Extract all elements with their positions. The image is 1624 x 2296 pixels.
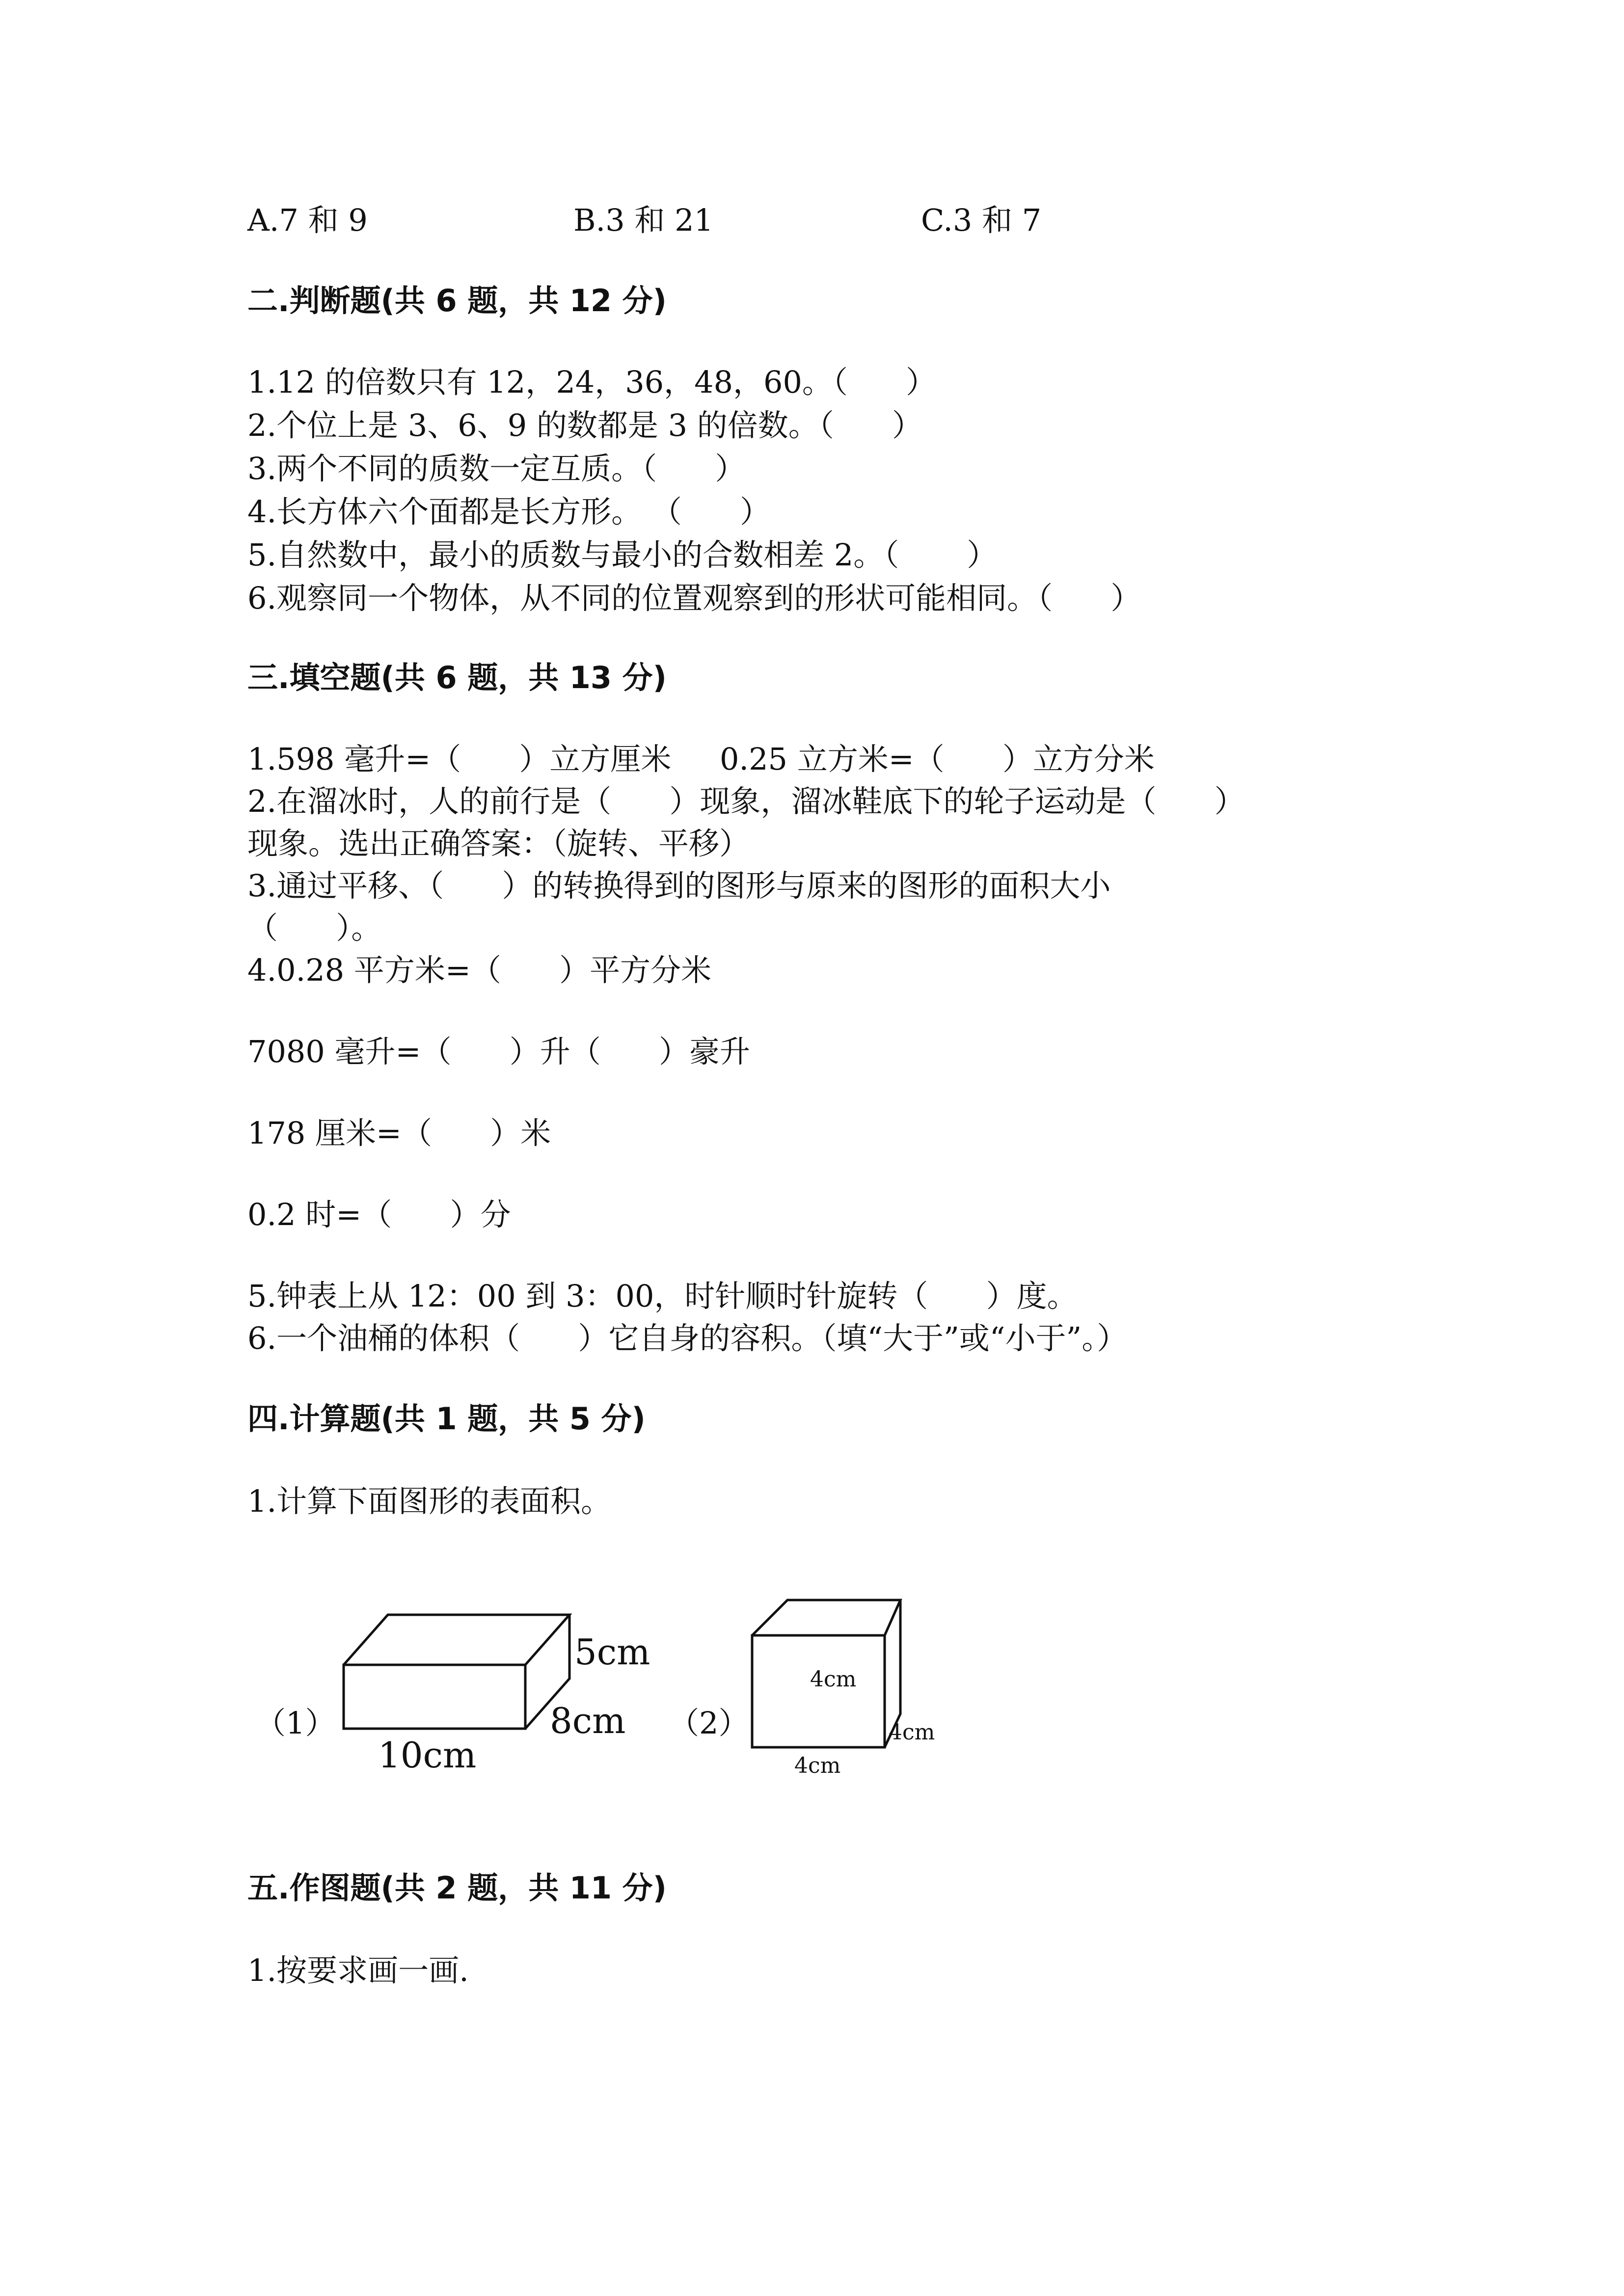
option-a: A.7 和 9	[247, 202, 368, 238]
section2-heading: 二.判断题(共 6 题，共 12 分)	[247, 283, 667, 319]
judge-item-3: 3.两个不同的质数一定互质。（ ）	[247, 451, 746, 486]
option-b: B.3 和 21	[573, 202, 714, 238]
judge-item-1: 1.12 的倍数只有 12，24，36，48，60。（ ）	[247, 364, 937, 400]
cube-height-label: 4cm	[810, 1667, 857, 1692]
judge-item-2: 2.个位上是 3、6、9 的数都是 3 的倍数。（ ）	[247, 407, 923, 443]
fill-item-5: 5.钟表上从 12：00 到 3：00，时针顺时针旋转（ ）度。	[247, 1278, 1078, 1314]
fill-item-6: 6.一个油桶的体积（ ）它自身的容积。（填“大于”或“小于”。）	[247, 1320, 1128, 1356]
fill-item-4-c: 178 厘米=（ ）米	[247, 1115, 551, 1151]
section4-heading: 四.计算题(共 1 题，共 5 分)	[247, 1401, 646, 1437]
judge-item-6: 6.观察同一个物体，从不同的位置观察到的形状可能相同。（ ）	[247, 580, 1141, 616]
calc-item-1: 1.计算下面图形的表面积。	[247, 1483, 612, 1519]
fill-item-3-cont: （ ）。	[247, 910, 382, 946]
fill-item-4-d: 0.2 时=（ ）分	[247, 1197, 511, 1232]
judge-item-5: 5.自然数中，最小的质数与最小的合数相差 2。（ ）	[247, 537, 998, 573]
cuboid-height-label: 5cm	[574, 1631, 650, 1673]
fill-item-2: 2.在溜冰时，人的前行是（ ）现象，溜冰鞋底下的轮子运动是（ ）	[247, 783, 1245, 819]
cuboid-depth-label: 8cm	[550, 1700, 626, 1741]
section5-heading: 五.作图题(共 2 题，共 11 分)	[247, 1870, 667, 1906]
cuboid-figure	[339, 1610, 574, 1737]
cuboid-length-label: 10cm	[378, 1735, 477, 1776]
fill-item-2-cont: 现象。选出正确答案：（旋转、平移）	[247, 826, 750, 861]
figure-label-2: （2）	[669, 1705, 749, 1741]
fill-item-3: 3.通过平移、（ ）的转换得到的图形与原来的图形的面积大小	[247, 868, 1111, 904]
fill-item-4-b: 7080 毫升=（ ）升（ ）豪升	[247, 1034, 750, 1069]
draw-item-1: 1.按要求画一画.	[247, 1952, 469, 1988]
section3-heading: 三.填空题(共 6 题，共 13 分)	[247, 660, 667, 695]
figure-label-1: （1）	[255, 1705, 336, 1741]
cube-depth-label: 4cm	[889, 1720, 935, 1745]
judge-item-4: 4.长方体六个面都是长方形。 （ ）	[247, 494, 771, 530]
fill-item-4: 4.0.28 平方米=（ ）平方分米	[247, 952, 712, 988]
option-c: C.3 和 7	[921, 202, 1042, 238]
cube-width-label: 4cm	[794, 1753, 841, 1778]
fill-item-1: 1.598 毫升=（ ）立方厘米 0.25 立方米=（ ）立方分米	[247, 741, 1155, 777]
